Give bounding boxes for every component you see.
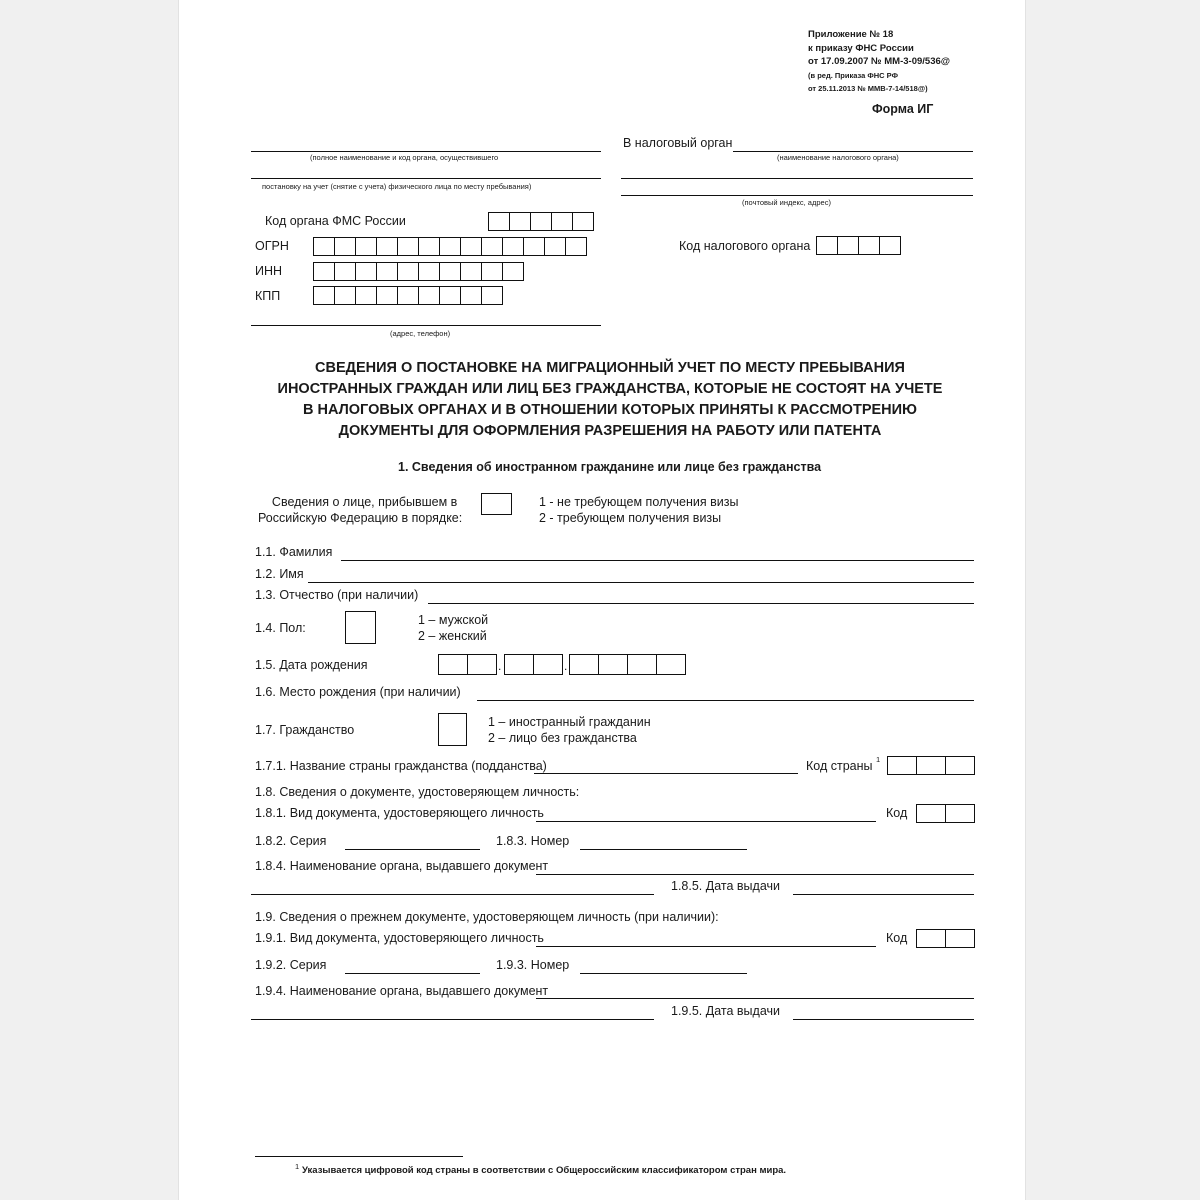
citizenship-options: 1 – иностранный гражданин 2 – лицо без гражданства bbox=[488, 715, 651, 745]
footnote-text: Указывается цифровой код страны в соответствии с Общероссийским классификатором стран мира. bbox=[302, 1165, 787, 1176]
doc-code-label: Код bbox=[886, 806, 908, 820]
prev-doc-type-label: 1.9.1. Вид документа, удостоверяющего личность bbox=[255, 931, 544, 945]
prev-doc-type-input[interactable] bbox=[536, 946, 876, 947]
org-name-caption: (полное наименование и код органа, осуществившего bbox=[310, 153, 499, 162]
org-name-line[interactable] bbox=[251, 151, 601, 152]
country-code-cells[interactable] bbox=[887, 756, 975, 775]
country-name-input[interactable] bbox=[534, 773, 798, 774]
section1-heading: 1. Сведения об иностранном гражданине или лице без гражданства bbox=[398, 460, 822, 474]
arrival-options: 1 - не требующем получения визы 2 - требующем получения визы bbox=[539, 495, 739, 525]
appendix-line: Приложение № 18 bbox=[808, 29, 894, 40]
ogrn-label: ОГРН bbox=[255, 239, 289, 253]
tax-code-cells[interactable] bbox=[816, 236, 901, 255]
country-code-label: Код страны bbox=[806, 759, 873, 773]
doc-type-label: 1.8.1. Вид документа, удостоверяющего личность bbox=[255, 806, 544, 820]
doc-series-label: 1.8.2. Серия bbox=[255, 834, 327, 848]
footnote-ref: 1 bbox=[876, 755, 881, 764]
ogrn-cells[interactable] bbox=[313, 237, 587, 256]
surname-label: 1.1. Фамилия bbox=[255, 545, 333, 559]
sex-box[interactable] bbox=[345, 611, 376, 644]
prev-doc-number-label: 1.9.3. Номер bbox=[496, 958, 570, 972]
patronymic-label: 1.3. Отчество (при наличии) bbox=[255, 588, 419, 602]
doc-issue-date-label: 1.8.5. Дата выдачи bbox=[671, 879, 780, 893]
doc-issuer-label: 1.8.4. Наименование органа, выдавшего документ bbox=[255, 859, 549, 873]
kpp-label: КПП bbox=[255, 289, 281, 303]
doc-section-label: 1.8. Сведения о документе, удостоверяющем личность: bbox=[255, 785, 580, 799]
tax-body-caption: (наименование налогового органа) bbox=[777, 153, 899, 162]
prev-doc-section-label: 1.9. Сведения о прежнем документе, удостоверяющем личность (при наличии): bbox=[255, 910, 719, 924]
title-line: ИНОСТРАННЫХ ГРАЖДАН ИЛИ ЛИЦ БЕЗ ГРАЖДАНСТВА, КОТОРЫЕ НЕ СОСТОЯТ НА УЧЕТЕ bbox=[277, 381, 943, 397]
appendix-line: от 17.09.2007 № ММ-3-09/536@ bbox=[808, 56, 951, 67]
prev-doc-series-label: 1.9.2. Серия bbox=[255, 958, 327, 972]
appendix-line: (в ред. Приказа ФНС РФ bbox=[808, 70, 898, 80]
birth-place-label: 1.6. Место рождения (при наличии) bbox=[255, 685, 461, 699]
country-name-label: 1.7.1. Название страны гражданства (подданства) bbox=[255, 759, 547, 773]
surname-input[interactable] bbox=[341, 560, 974, 561]
birth-date-label: 1.5. Дата рождения bbox=[255, 658, 368, 672]
prev-doc-code-cells[interactable] bbox=[916, 929, 975, 948]
prev-doc-series-input[interactable] bbox=[345, 973, 480, 974]
address-line[interactable] bbox=[251, 325, 601, 326]
citizenship-label: 1.7. Гражданство bbox=[255, 723, 355, 737]
patronymic-input[interactable] bbox=[428, 603, 974, 604]
arrival-code-box[interactable] bbox=[481, 493, 512, 515]
doc-number-input[interactable] bbox=[580, 849, 747, 850]
citizenship-box[interactable] bbox=[438, 713, 467, 746]
doc-code-cells[interactable] bbox=[916, 804, 975, 823]
birth-day-cells[interactable] bbox=[438, 654, 497, 675]
inn-cells[interactable] bbox=[313, 262, 524, 281]
appendix-line: к приказу ФНС России bbox=[808, 42, 914, 54]
sex-label: 1.4. Пол: bbox=[255, 621, 306, 635]
prev-doc-issuer-input[interactable] bbox=[536, 998, 974, 999]
document-title bbox=[250, 358, 970, 442]
doc-type-input[interactable] bbox=[536, 821, 876, 822]
sex-options: 1 – мужской 2 – женский bbox=[418, 613, 489, 643]
doc-issuer-input[interactable] bbox=[536, 874, 974, 875]
name-label: 1.2. Имя bbox=[255, 567, 304, 581]
doc-issuer-input-2[interactable] bbox=[251, 894, 654, 895]
tax-body-label: В налоговый орган bbox=[623, 136, 733, 150]
tax-code-label: Код налогового органа bbox=[679, 239, 811, 253]
doc-series-input[interactable] bbox=[345, 849, 480, 850]
footnote-separator bbox=[255, 1156, 463, 1157]
prev-doc-code-label: Код bbox=[886, 931, 908, 945]
prev-doc-issuer-label: 1.9.4. Наименование органа, выдавшего документ bbox=[255, 984, 549, 998]
prev-doc-number-input[interactable] bbox=[580, 973, 747, 974]
birth-year-cells[interactable] bbox=[569, 654, 686, 675]
inn-label: ИНН bbox=[255, 264, 283, 278]
birth-place-input[interactable] bbox=[477, 700, 974, 701]
prev-doc-issue-date-input[interactable] bbox=[793, 1019, 974, 1020]
appendix-reference bbox=[808, 28, 950, 96]
postal-line-2[interactable] bbox=[621, 195, 973, 196]
title-line: ДОКУМЕНТЫ ДЛЯ ОФОРМЛЕНИЯ РАЗРЕШЕНИЯ НА РАБОТУ ИЛИ ПАТЕНТА bbox=[338, 423, 882, 439]
title-line: СВЕДЕНИЯ О ПОСТАНОВКЕ НА МИГРАЦИОННЫЙ УЧЕТ ПО МЕСТУ ПРЕБЫВАНИЯ bbox=[315, 360, 905, 376]
address-caption: (адрес, телефон) bbox=[390, 329, 451, 338]
org-registration-caption: постановку на учет (снятие с учета) физического лица по месту пребывания) bbox=[262, 182, 532, 191]
doc-issue-date-input[interactable] bbox=[793, 894, 974, 895]
org-registration-line[interactable] bbox=[251, 178, 601, 179]
appendix-line: от 25.11.2013 № ММВ-7-14/518@) bbox=[808, 84, 928, 93]
fms-code-label: Код органа ФМС России bbox=[265, 214, 406, 228]
prev-doc-issue-date-label: 1.9.5. Дата выдачи bbox=[671, 1004, 780, 1018]
postal-caption: (почтовый индекс, адрес) bbox=[742, 198, 831, 207]
birth-month-cells[interactable] bbox=[504, 654, 563, 675]
form-name: Форма ИГ bbox=[872, 102, 934, 116]
kpp-cells[interactable] bbox=[313, 286, 503, 305]
footnote-mark: 1 bbox=[295, 1162, 300, 1171]
arrival-label: Сведения о лице, прибывшем в Российскую Федерацию в порядке: bbox=[258, 495, 463, 525]
doc-number-label: 1.8.3. Номер bbox=[496, 834, 570, 848]
postal-line-1[interactable] bbox=[621, 178, 973, 179]
fms-code-cells[interactable] bbox=[488, 212, 594, 231]
prev-doc-issuer-input-2[interactable] bbox=[251, 1019, 654, 1020]
tax-body-line[interactable] bbox=[733, 151, 973, 152]
name-input[interactable] bbox=[308, 582, 974, 583]
title-line: В НАЛОГОВЫХ ОРГАНАХ И В ОТНОШЕНИИ КОТОРЫХ ПРИНЯТЫ К РАССМОТРЕНИЮ bbox=[302, 402, 918, 418]
